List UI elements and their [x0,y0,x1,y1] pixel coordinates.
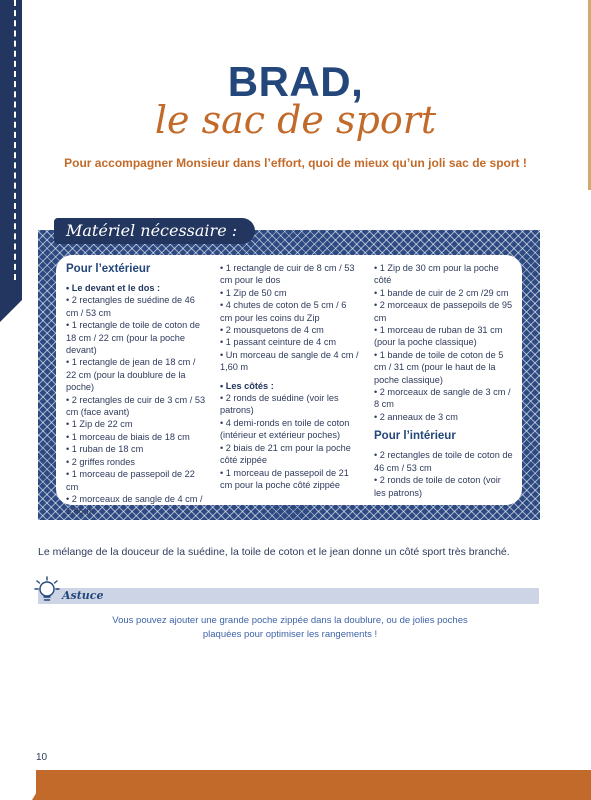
list-item: • 2 mousquetons de 4 cm [220,325,324,336]
materials-column-1 [66,262,206,518]
list-item: • 1 morceau de passepoil de 22 cm [66,469,195,492]
list-item: • 1 morceau de ruban de 31 cm (pour la poche classique) [374,325,503,348]
list-item: • 1 morceau de passepoil de 21 cm pour la poche côté zippée [220,467,349,490]
list-item: • 1 rectangle de cuir de 8 cm / 53 cm pour le dos [220,263,355,286]
list-item: • 1 ruban de 18 cm [66,444,144,455]
page-subtitle: le sac de sport [154,98,437,142]
list-item: • 2 ronds de suédine (voir les patrons) [220,393,339,416]
list-item: • 2 morceaux de passepoils de 95 cm [374,300,513,323]
photo-caption: Le mélange de la douceur de la suédine, la toile de coton et le jean donne un côté sport très branché. [38,546,510,558]
left-decorative-band [0,0,22,300]
materials-column-3 [374,262,514,499]
bottom-decorative-band [36,770,591,800]
list-item: • 1 bande de cuir de 2 cm /29 cm [374,287,509,298]
materials-tab-label: Matériel nécessaire : [54,218,255,244]
page-title: BRAD, [227,58,364,105]
subsection-sides: • Les côtés : [220,380,274,391]
list-item: • 2 ronds de toile de coton (voir les patrons) [374,475,501,498]
subsection-front-back: • Le devant et le dos : [66,283,161,293]
lightbulb-icon [34,576,60,606]
list-item: • 1 Zip de 50 cm [220,287,287,298]
list-item: • 1 rectangle de jean de 18 cm / 22 cm (pour la doublure de la poche) [66,357,196,393]
intro-text: Pour accompagner Monsieur dans l’effort, quoi de mieux qu’un joli sac de sport ! [64,156,527,170]
list-item: • 1 Zip de 30 cm pour la poche côté [374,263,499,286]
list-item: • 4 chutes de coton de 5 cm / 6 cm pour les coins du Zip [220,300,347,323]
section-heading-exterior: Pour l’extérieur [66,263,151,275]
list-item: • 2 griffes rondes [66,456,135,467]
materials-column-2 [220,262,360,491]
list-item: • 2 morceaux de sangle de 3 cm / 8 cm [374,387,511,410]
list-item: • 2 biais de 21 cm pour la poche côté zippée [220,442,351,466]
list-item: • 2 rectangles de toile de coton de 46 cm / 53 cm [374,450,513,473]
astuce-text-line: plaquées pour optimiser les rangements ! [202,629,378,640]
list-item: • 2 anneaux de 3 cm [374,411,458,422]
list-item: • 1 rectangle de toile de coton de 18 cm / 22 cm (pour la poche devant) [66,320,200,356]
astuce-text [80,614,500,642]
list-item: • 2 rectangles de cuir de 3 cm / 53 cm (face avant) [66,394,206,418]
page-number: 10 [36,752,48,763]
list-item: • 1 bande de toile de coton de 5 cm / 31 cm (pour le haut de la poche classique) [374,349,504,385]
list-item: • 4 demi-ronds en toile de coton (intérieur et extérieur poches) [220,417,350,441]
list-item: • 1 morceau de biais de 18 cm [66,431,190,442]
list-item: • Un morceau de sangle de 4 cm / 1,60 m [220,349,359,373]
astuce-text-line: Vous pouvez ajouter une grande poche zippée dans la doublure, ou de jolies poches [112,615,468,626]
section-heading-interior: Pour l’intérieur [374,430,456,443]
list-item: • 2 morceaux de sangle de 4 cm / 1,65 m [66,493,203,517]
list-item: • 1 Zip de 22 cm [66,419,133,430]
astuce-label: Astuce [62,589,104,602]
astuce-bar [38,588,539,604]
list-item: • 2 rectangles de suédine de 46 cm / 53 cm [66,295,195,318]
list-item: • 1 passant ceinture de 4 cm [220,337,337,348]
